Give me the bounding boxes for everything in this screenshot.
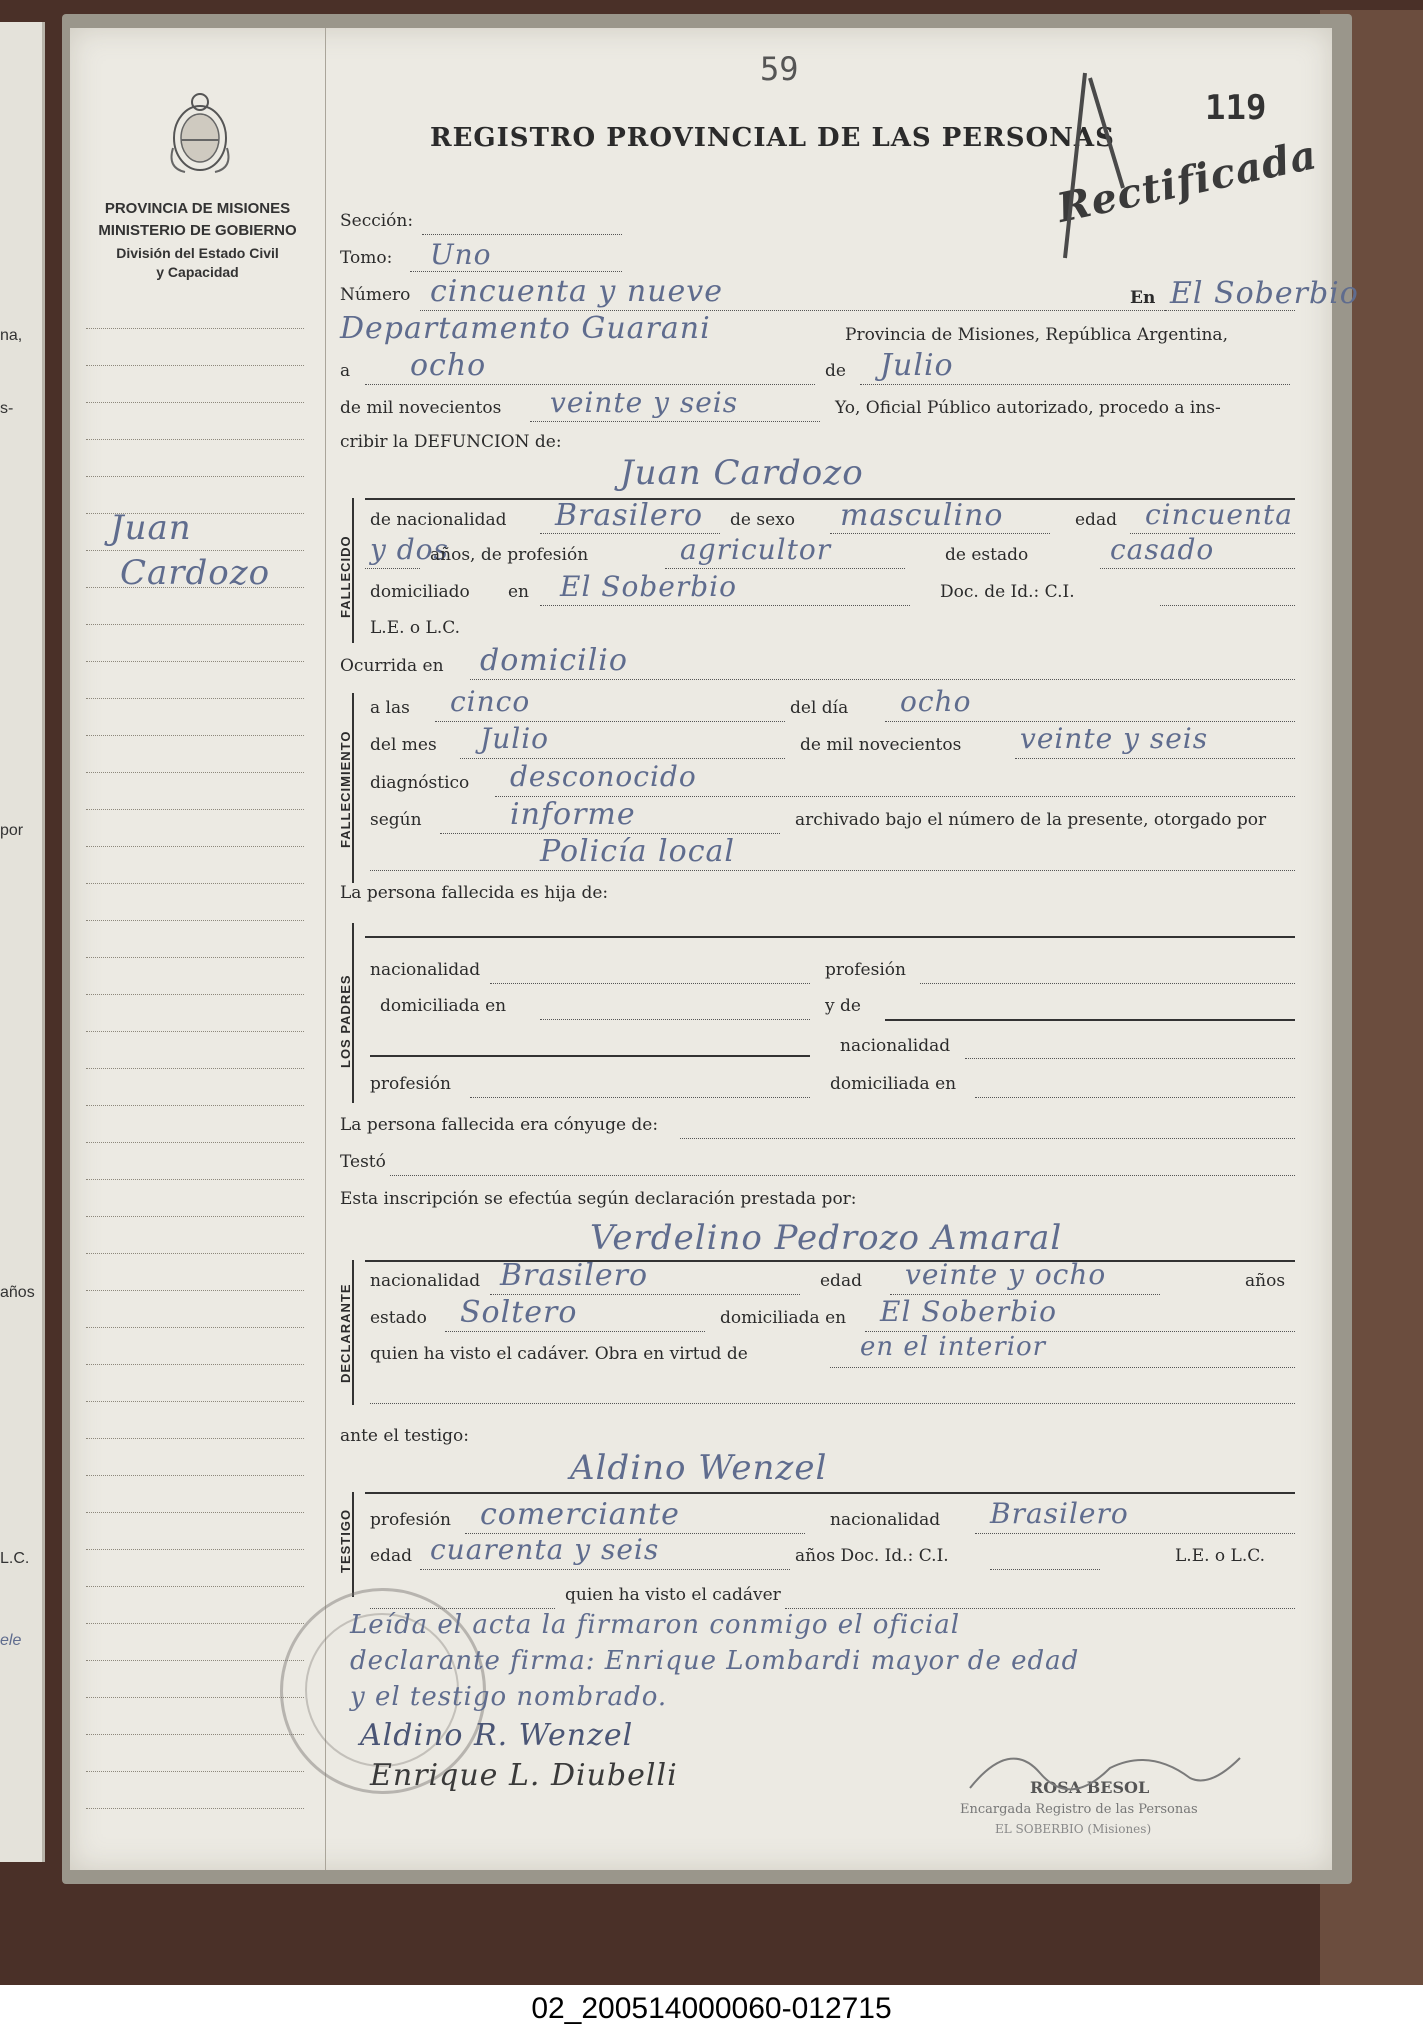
padres-section-label: LOS PADRES <box>338 974 353 1068</box>
fecha-a-line <box>365 384 815 385</box>
sexo-line <box>830 533 1050 534</box>
a-las-value: cinco <box>450 685 531 718</box>
padres-profesion-line <box>920 983 1295 984</box>
edad-label: edad <box>1075 510 1117 530</box>
domiciliado-en-label: en <box>508 582 530 602</box>
stub-line <box>86 1290 304 1291</box>
stub-line <box>86 1068 304 1069</box>
sexo-value: masculino <box>840 498 1004 533</box>
fecha-de-value: Julio <box>880 348 954 383</box>
anio-label: de mil novecientos <box>340 398 502 418</box>
doc-label: Doc. de Id.: C.I. <box>940 582 1075 602</box>
stub-line <box>86 1105 304 1106</box>
doc-line <box>1160 605 1295 606</box>
stub-handwritten-last-name: Cardozo <box>120 553 271 593</box>
ocurrida-value: domicilio <box>480 643 628 678</box>
stub-line <box>86 883 304 884</box>
padres-nacionalidad2-line <box>965 1058 1295 1059</box>
diagnostico-label: diagnóstico <box>370 773 470 793</box>
stub-province: PROVINCIA DE MISIONES <box>104 200 291 217</box>
nacionalidad-label: de nacionalidad <box>370 510 507 530</box>
tomo-line <box>410 271 622 272</box>
a-las-label: a las <box>370 698 410 718</box>
padres-nacionalidad-line <box>490 983 810 984</box>
stub-handwritten-first-name: Juan <box>110 508 192 548</box>
fallecido-name: Juan Cardozo <box>620 453 864 493</box>
stub-line <box>86 1142 304 1143</box>
official-signature-scribble-icon <box>950 1728 1250 1808</box>
padres-nacionalidad-label: nacionalidad <box>370 960 481 980</box>
stub-line <box>86 1660 304 1661</box>
en-label: En <box>1130 288 1156 308</box>
stub-line <box>86 1401 304 1402</box>
padres-domiciliada-line <box>540 1019 810 1020</box>
anio-line <box>530 421 820 422</box>
declarante-cadaver-line <box>830 1367 1295 1368</box>
fecha-a-label: a <box>340 361 351 381</box>
left-page-edge <box>0 22 45 1862</box>
stub-line <box>86 661 304 662</box>
coat-of-arms-icon <box>165 88 235 178</box>
edad2-line <box>365 568 420 569</box>
testigo-name-line <box>365 1492 1295 1494</box>
del-dia-label: del día <box>790 698 849 718</box>
departamento-value: Departamento Guarani <box>340 311 711 346</box>
stub-line <box>86 698 304 699</box>
padres-nacionalidad2-label: nacionalidad <box>840 1036 951 1056</box>
stub-line <box>86 1586 304 1587</box>
declarante-edad-value: veinte y ocho <box>905 1258 1107 1291</box>
left-fragment: L.C. <box>0 1550 30 1567</box>
stub-line <box>86 1364 304 1365</box>
stub-line <box>86 1216 304 1217</box>
stamp-stroke-icon <box>1045 68 1135 268</box>
del-mes-label: del mes <box>370 735 437 755</box>
official-stamp-name: ROSA BESOL <box>1030 1778 1150 1797</box>
stub-line <box>86 772 304 773</box>
left-fragment: na, <box>0 327 23 344</box>
stub-line <box>86 1623 304 1624</box>
stub-line <box>86 550 304 551</box>
domiciliado-label: domiciliado <box>370 582 470 602</box>
stub-line <box>86 1734 304 1735</box>
padres-y-de-label: y de <box>825 996 861 1016</box>
stub-line <box>86 735 304 736</box>
stub-line <box>86 365 304 366</box>
testigo-section-label: TESTIGO <box>338 1508 353 1573</box>
edad-value: cincuenta <box>1145 498 1293 531</box>
left-fragment: años <box>0 1284 35 1301</box>
left-fragment: por <box>0 822 24 839</box>
mil-novecientos-line <box>1015 758 1295 759</box>
stub-line <box>86 1512 304 1513</box>
stub-line <box>86 1808 304 1809</box>
left-fragment: s- <box>0 400 14 417</box>
testigo-profesion-value: comerciante <box>480 1497 680 1532</box>
declarante-nacionalidad-value: Brasilero <box>500 1258 649 1293</box>
signature-witness: Aldino R. Wenzel <box>360 1718 634 1753</box>
testigo-profesion-label: profesión <box>370 1510 451 1530</box>
declarante-estado-label: estado <box>370 1308 427 1328</box>
act-number: 119 <box>1205 88 1267 128</box>
padres-line1 <box>365 936 1295 938</box>
declarante-estado-line <box>445 1331 705 1332</box>
stub-capacity: y Capacidad <box>156 264 239 280</box>
numero-label: Número <box>340 285 411 305</box>
seccion-line <box>422 234 622 235</box>
anios-profesion-label: años, de profesión <box>430 545 589 565</box>
del-dia-value: ocho <box>900 685 972 718</box>
stub-line <box>86 994 304 995</box>
seccion-label: Sección: <box>340 211 414 231</box>
segun-label: según <box>370 810 422 830</box>
declarante-edad-suffix: años <box>1245 1271 1286 1291</box>
tomo-value: Uno <box>430 238 492 271</box>
testigo-edad-label: edad <box>370 1546 412 1566</box>
official-stamp-place: EL SOBERBIO (Misiones) <box>995 1822 1152 1836</box>
declarante-domiciliada-label: domiciliada en <box>720 1308 847 1328</box>
closing-line3: y el testigo nombrado. <box>350 1682 668 1712</box>
en-value: El Soberbio <box>1170 276 1359 311</box>
margin-stamp: Rectificada <box>1053 131 1322 232</box>
conyuge-label: La persona fallecida era cónyuge de: <box>340 1115 659 1135</box>
fecha-de-label: de <box>825 361 846 381</box>
padres-domiciliada2-label: domiciliada en <box>830 1074 957 1094</box>
domiciliado-line <box>540 605 910 606</box>
stub-line <box>86 513 304 514</box>
stub-line <box>86 587 304 588</box>
testigo-edad-suffix: años Doc. Id.: C.I. <box>795 1546 949 1566</box>
stub-line <box>86 1179 304 1180</box>
stub-line <box>86 624 304 625</box>
padres-domiciliada-label: domiciliada en <box>380 996 507 1016</box>
stub-line <box>86 476 304 477</box>
padres-domiciliada2-line <box>975 1097 1295 1098</box>
departamento-suffix: Provincia de Misiones, República Argentina, <box>845 325 1228 345</box>
estado-label: de estado <box>945 545 1029 565</box>
mil-novecientos-label: de mil novecientos <box>800 735 962 755</box>
fecha-a-value: ocho <box>410 348 487 383</box>
stub-line <box>86 439 304 440</box>
fallecimiento-section-label: FALLECIMIENTO <box>338 730 353 848</box>
official-stamp-role: Encargada Registro de las Personas <box>960 1802 1198 1817</box>
padres-mid-line <box>370 1055 810 1057</box>
testigo-nacionalidad-line <box>975 1533 1295 1534</box>
ocurrida-line <box>470 679 1295 680</box>
conyuge-line <box>680 1138 1295 1139</box>
diagnostico-value: desconocido <box>510 760 697 793</box>
en-line <box>1165 310 1295 311</box>
register-page <box>70 28 1359 1870</box>
declarante-nacionalidad-label: nacionalidad <box>370 1271 481 1291</box>
declarante-domiciliada-value: El Soberbio <box>880 1295 1057 1328</box>
estado-value: casado <box>1110 533 1215 566</box>
edad-value2: y dos <box>370 533 449 566</box>
profesion-line <box>665 568 905 569</box>
testigo-cadaver-line-right <box>785 1608 1295 1609</box>
estado-line <box>1100 568 1295 569</box>
testo-line <box>390 1175 1295 1176</box>
tomo-label: Tomo: <box>340 248 393 268</box>
page-number: 59 <box>760 50 799 88</box>
domiciliado-value: El Soberbio <box>560 570 737 603</box>
mil-novecientos-value: veinte y seis <box>1020 722 1209 755</box>
segun-suffix: archivado bajo el número de la presente, otorgado por <box>795 810 1267 830</box>
declarante-estado-value: Soltero <box>460 1295 578 1330</box>
closing-line2: declarante firma: Enrique Lombardi mayor de edad <box>350 1646 1080 1676</box>
ocurrida-label: Ocurrida en <box>340 656 444 676</box>
fallecido-section-label: FALLECIDO <box>338 535 353 618</box>
testigo-le-lc: L.E. o L.C. <box>1175 1546 1266 1566</box>
padres-y-de-line <box>885 1019 1295 1021</box>
sexo-label: de sexo <box>730 510 795 530</box>
testigo-name: Aldino Wenzel <box>570 1448 828 1488</box>
stub-ministry: MINISTERIO DE GOBIERNO <box>98 222 297 239</box>
stub-line <box>86 920 304 921</box>
stub-line <box>86 957 304 958</box>
stub-line <box>86 1549 304 1550</box>
stub-line <box>86 1327 304 1328</box>
footer-caption: 02_200514000060-012715 <box>0 1985 1423 2033</box>
stub-line <box>86 809 304 810</box>
fecha-de-line <box>860 384 1290 385</box>
numero-value: cincuenta y nueve <box>430 274 723 309</box>
stub-line <box>86 1031 304 1032</box>
profesion-value: agricultor <box>680 533 832 566</box>
stub-line <box>86 402 304 403</box>
inscribir-text: cribir la DEFUNCION de: <box>340 432 562 452</box>
declaracion-label: Esta inscripción se efectúa según declaración prestada por: <box>340 1189 857 1209</box>
padres-profesion-label: profesión <box>825 960 906 980</box>
testigo-nacionalidad-value: Brasilero <box>990 1497 1129 1530</box>
stub-line <box>86 1475 304 1476</box>
declarante-cadaver-value: en el interior <box>860 1332 1047 1362</box>
del-mes-line <box>460 758 785 759</box>
padres-intro: La persona fallecida es hija de: <box>340 883 609 903</box>
stub-division: División del Estado Civil <box>116 245 279 261</box>
anio-suffix: Yo, Oficial Público autorizado, procedo a ins- <box>835 398 1221 418</box>
left-fragment: ele <box>0 1632 22 1649</box>
testigo-intro: ante el testigo: <box>340 1426 470 1446</box>
le-lc-label: L.E. o L.C. <box>370 618 461 638</box>
closing-line1: Leída el acta la firmaron conmigo el oficial <box>350 1610 961 1640</box>
declarante-edad-label: edad <box>820 1271 862 1291</box>
testo-label: Testó <box>340 1152 386 1172</box>
declarante-section-label: DECLARANTE <box>338 1283 353 1383</box>
padres-profesion2-label: profesión <box>370 1074 451 1094</box>
stub-line <box>86 1697 304 1698</box>
testigo-cadaver-label: quien ha visto el cadáver <box>565 1585 781 1605</box>
testigo-edad-line <box>420 1569 790 1570</box>
testigo-doc-line <box>990 1569 1100 1570</box>
testigo-nacionalidad-label: nacionalidad <box>830 1510 941 1530</box>
stub-column <box>70 28 326 1870</box>
signature-declarant: Enrique L. Diubelli <box>370 1758 678 1793</box>
testigo-edad-value: cuarenta y seis <box>430 1533 660 1566</box>
declarante-extra-line <box>370 1403 1295 1404</box>
anio-value: veinte y seis <box>550 386 739 419</box>
segun-value: informe <box>510 797 636 832</box>
stub-line <box>86 1253 304 1254</box>
del-mes-value: Julio <box>480 722 550 755</box>
declarante-name: Verdelino Pedrozo Amaral <box>590 1218 1063 1258</box>
page-title: REGISTRO PROVINCIAL DE LAS PERSONAS <box>430 123 1115 153</box>
otorgado-line <box>370 870 1295 871</box>
nacionalidad-value: Brasilero <box>555 498 704 533</box>
declarante-cadaver-label: quien ha visto el cadáver. Obra en virtud de <box>370 1344 748 1364</box>
stub-line <box>86 328 304 329</box>
stub-line <box>86 1771 304 1772</box>
padres-profesion2-line <box>470 1097 810 1098</box>
stub-line <box>86 1438 304 1439</box>
otorgado-por-value: Policía local <box>540 834 735 869</box>
stub-line <box>86 846 304 847</box>
